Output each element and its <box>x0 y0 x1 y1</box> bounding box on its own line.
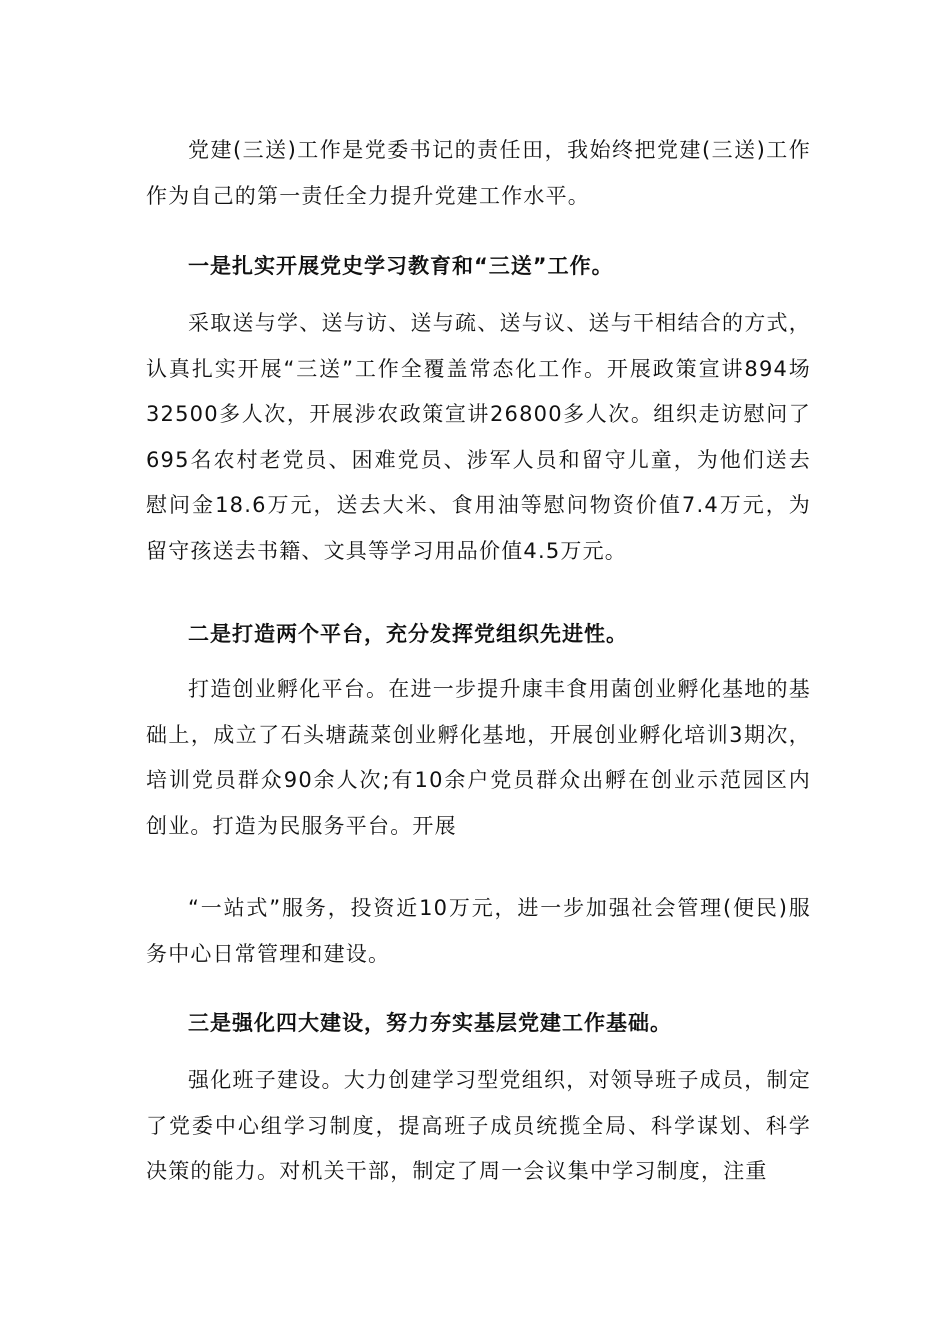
paragraph-team-building: 强化班子建设。大力创建学习型党组织，对领导班子成员，制定了党委中心组学习制度，提高班子成员统揽全局、科学谋划、科学决策的能力。对机关干部，制定了周一会议集中学习制度，注重 <box>146 1068 811 1183</box>
heading-three: 三是强化四大建设，努力夯实基层党建工作基础。 <box>188 1011 672 1035</box>
paragraph-intro: 党建(三送)工作是党委书记的责任田，我始终把党建(三送)工作作为自己的第一责任全力提升党建工作水平。 <box>146 138 811 208</box>
paragraph-platforms: 打造创业孵化平台。在进一步提升康丰食用菌创业孵化基地的基础上，成立了石头塘蔬菜创业孵化基地，开展创业孵化培训3期次，培训党员群众90余人次;有10余户党员群众出孵在创业示范园区内创业。打造为民服务平台。开展 <box>146 677 811 838</box>
paragraph-one-stop-service: “一站式”服务，投资近10万元，进一步加强社会管理(便民)服务中心日常管理和建设。 <box>146 896 811 966</box>
paragraph-three-send-work: 采取送与学、送与访、送与疏、送与议、送与干相结合的方式，认真扎实开展“三送”工作全覆盖常态化工作。开展政策宣讲894场32500多人次，开展涉农政策宣讲26800多人次。组织走访慰问了695名农村老党员、困难党员、涉军人员和留守儿童，为他们送去慰问金18.6万元，送去大米、食用油等慰问物资价值7.4万元，为留守孩送去书籍、文具等学习用品价值4.5万元。 <box>146 311 811 563</box>
heading-one: 一是扎实开展党史学习教育和“三送”工作。 <box>188 254 614 278</box>
heading-two: 二是打造两个平台，充分发挥党组织先进性。 <box>188 622 628 646</box>
